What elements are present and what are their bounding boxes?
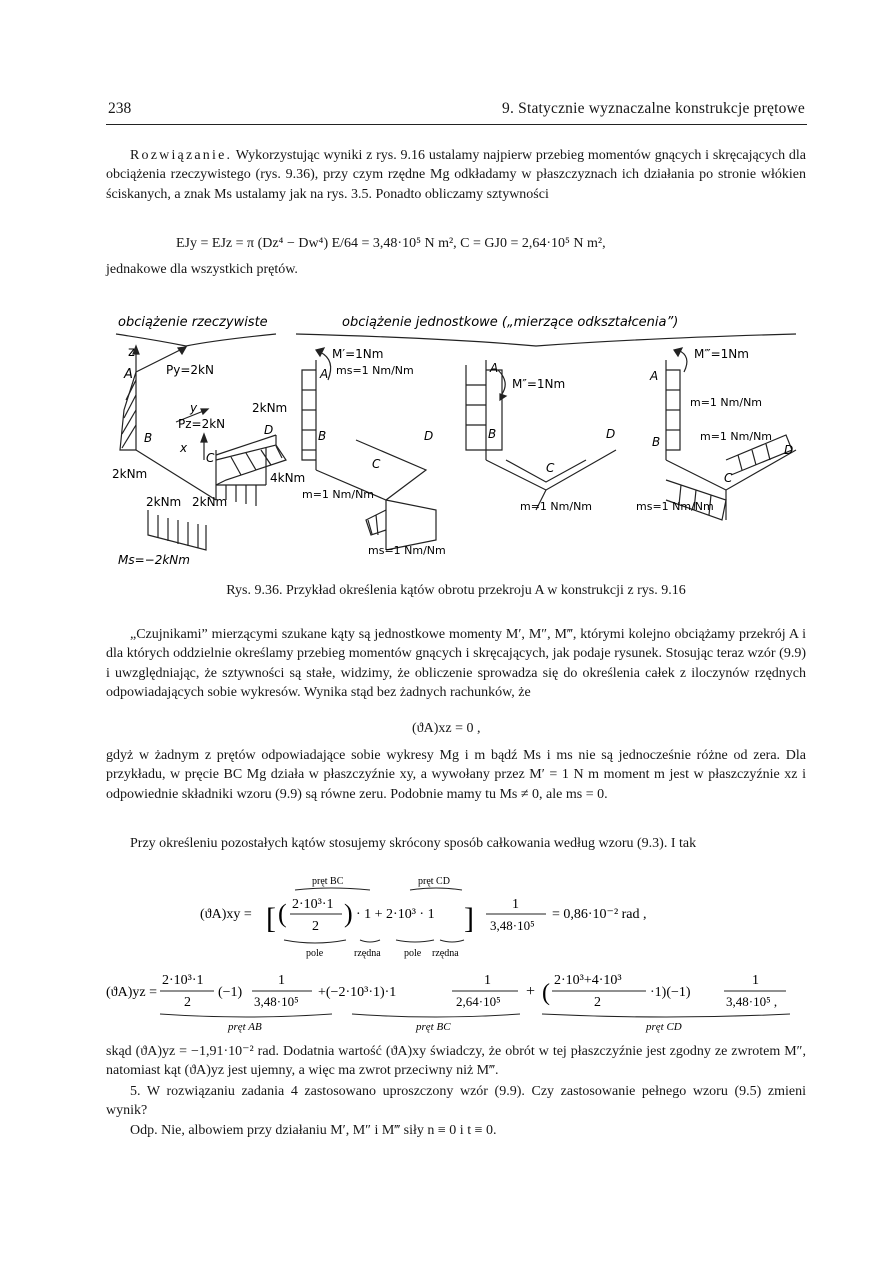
label-z: z — [128, 345, 135, 360]
intro-paragraph — [106, 146, 806, 204]
paragraph-5: skąd (ϑA)yz = −1,91·10⁻² rad. Dodatnia wartość (ϑA)xy świadczy, że obrót w tej płaszczyźnie jest zgodny ze zwrotem M″, natomiast kąt (ϑA)yz jest ujemny, a więc ma zwrot przeciwny niż M‴. — [106, 1044, 806, 1079]
brace-cd: pręt CD — [646, 1021, 682, 1033]
under-rzedna-2: rzędna — [432, 948, 459, 959]
one-xy: 1 — [512, 897, 519, 912]
paragraph-3: gdyż w żadnym z prętów odpowiadające sobie wykresy Mg i m bądź Ms i ms nie są jednocześnie różne od zera. Dla przykładu, w pręcie BC Mg działa w płaszczyźnie xy, a wywołany przez M′ = 1 N m moment m jest w płaszczyźnie xz i odpowiednie składniki wzoru (9.9) są równe zeru. Podobnie mamy tu Ms ≠ 0, ale ms = 0. — [106, 748, 806, 802]
label-D-u3: D — [784, 443, 794, 457]
t2-stiff: 2,64·10⁵ — [456, 994, 501, 1009]
label-m-2: m=1 Nm/Nm — [520, 500, 593, 513]
brace-bc: pręt BC — [416, 1021, 451, 1033]
group-cd: pręt CD — [418, 876, 450, 887]
under-pole-2: pole — [404, 948, 422, 959]
label-B-u3: B — [652, 435, 661, 449]
under-pole-1: pole — [306, 948, 324, 959]
label-A-u3: A — [650, 369, 659, 383]
t3-den: 2 — [594, 995, 601, 1010]
figure-9-36 — [106, 310, 806, 580]
label-C-u3: C — [724, 471, 733, 485]
t2: +(−2·10³·1)·1 — [318, 985, 397, 1000]
paragraph-4: Przy określeniu pozostałych kątów stosujemy skrócony sposób całkowania według wzoru (9.3). I tak — [130, 836, 697, 851]
real-load-title: obciążenie rzeczywiste — [118, 315, 268, 330]
frac-num-xy: 2·10³·1 — [292, 897, 334, 912]
result-xy: = 0,86·10⁻² rad , — [552, 907, 647, 922]
label-C-u2: C — [546, 461, 555, 475]
t1-num: 2·10³·1 — [162, 973, 204, 988]
t3-mul: ·1)(−1) — [650, 985, 691, 1000]
label-m-3a: m=1 Nm/Nm — [690, 396, 763, 409]
t2-one: 1 — [484, 973, 491, 988]
equation-xz: (ϑA)xz = 0 , — [412, 721, 481, 736]
label-2kNm-d: 2kNm — [192, 495, 228, 509]
paragraph-2: „Czujnikami” mierzącymi szukane kąty są jednostkowe momenty M′, M″, M‴, którymi kolejno obciążamy przekrój A i dla których oddzielnie określamy przebieg momentów gnących i skręcających, jak podaje rysunek. Stosując teraz wzór (9.9) i uwzględniając, że sztywności są stałe, widzimy, że obliczenie sprowadza się do określenia całek z iloczynów rzędnych odpowiadających sobie wykresów. Wynika stąd bez żadnych rachunków, że — [106, 627, 806, 701]
label-m-3b: m=1 Nm/Nm — [700, 430, 773, 443]
equation-xy — [200, 872, 720, 960]
den-xy: 3,48·10⁵ — [490, 918, 535, 933]
label-ms-1: ms=1 Nm/Nm — [336, 364, 414, 377]
svg-text:[: [ — [266, 902, 276, 935]
running-title: 9. Statycznie wyznaczalne konstrukcje prętowe — [502, 100, 805, 117]
stiffness-formula: EJy = EJz = π (Dz⁴ − Dw⁴) E/64 = 3,48·10⁵ N m², C = GJ0 = 2,64·10⁵ N m², — [176, 236, 606, 251]
t3-one: 1 — [752, 973, 759, 988]
page-number: 238 — [108, 100, 132, 117]
t1-den: 2 — [184, 995, 191, 1010]
label-B-u1: B — [318, 429, 327, 443]
lhs-xy: (ϑA)xy = — [200, 907, 252, 922]
intro-text: Wykorzystując wyniki z rys. 9.16 ustalamy najpierw przebieg momentów gnących i skręcających dla obciążenia rzeczywistego (rys. 9.36), przy czym rzędne Mg odkładamy w płaszczyznach ich działania po stronie włókien ściskanych, a znak Ms ustalamy jak na rys. 3.5. Ponadto obliczamy sztywności — [106, 148, 807, 202]
t3-num: 2·10³+4·10³ — [554, 973, 622, 988]
label-2kNm-a: 2kNm — [252, 401, 288, 415]
label-x: x — [180, 441, 188, 455]
label-B-real: B — [144, 431, 153, 445]
label-B-u2: B — [488, 427, 497, 441]
solution-label: Rozwiązanie. — [130, 148, 233, 163]
label-ms-1b: ms=1 Nm/Nm — [368, 544, 446, 557]
t1-mul: (−1) — [218, 985, 243, 1000]
label-M1: M′=1Nm — [332, 347, 384, 361]
label-y: y — [190, 401, 198, 415]
stiffness-note: jednakowe dla wszystkich prętów. — [106, 262, 298, 277]
label-D-u2: D — [606, 427, 616, 441]
label-Py: Py=2kN — [166, 363, 214, 377]
paragraph-7: Odp. Nie, albowiem przy działaniu M′, M″ i M‴ siły n ≡ 0 i t ≡ 0. — [130, 1123, 497, 1138]
label-C-real: C — [206, 451, 215, 465]
t1-one: 1 — [278, 973, 285, 988]
group-bc: pręt BC — [312, 876, 344, 887]
label-m-1: m=1 Nm/Nm — [302, 488, 375, 501]
figure-caption: Rys. 9.36. Przykład określenia kątów obrotu przekroju A w konstrukcji z rys. 9.16 — [226, 583, 686, 598]
t3-stiff: 3,48·10⁵ , — [726, 994, 778, 1009]
lhs-yz: (ϑA)yz = — [106, 985, 157, 1000]
label-ms-3: ms=1 Nm/Nm — [636, 500, 714, 513]
label-2kNm-c: 2kNm — [146, 495, 182, 509]
brace-ab: pręt AB — [228, 1021, 262, 1033]
svg-text:]: ] — [464, 902, 474, 935]
label-D-real: D — [264, 423, 274, 437]
label-2kNm-b: 2kNm — [112, 467, 148, 481]
label-A-real: A — [124, 367, 133, 382]
label-M3: M‴=1Nm — [694, 347, 749, 361]
frac-den-xy: 2 — [312, 919, 319, 934]
mid-xy: · 1 + 2·10³ · 1 — [356, 907, 435, 922]
unit-load-title: obciążenie jednostkowe („mierzące odkształcenia”) — [342, 315, 679, 330]
label-C-u1: C — [372, 457, 381, 471]
under-rzedna-1: rzędna — [354, 948, 381, 959]
equation-yz — [106, 962, 806, 1034]
paragraph-6: 5. W rozwiązaniu zadania 4 zastosowano uproszczony wzór (9.9). Czy zastosowanie pełnego wzoru (9.5) zmieni wynik? — [106, 1084, 806, 1119]
label-D-u1: D — [424, 429, 434, 443]
label-Ms: Ms=−2kNm — [118, 553, 190, 567]
svg-text:(: ( — [278, 899, 287, 928]
label-4kNm: 4kNm — [270, 471, 306, 485]
t1-stiff: 3,48·10⁵ — [254, 994, 299, 1009]
label-Pz: Pz=2kN — [178, 417, 226, 431]
page-header — [106, 98, 807, 125]
label-A-u2: A — [490, 361, 499, 375]
label-M2: M″=1Nm — [512, 377, 566, 391]
svg-text:): ) — [344, 899, 353, 928]
label-A-u1: A — [320, 367, 329, 381]
svg-text:(: ( — [542, 980, 550, 1006]
svg-text:+: + — [526, 983, 536, 1000]
